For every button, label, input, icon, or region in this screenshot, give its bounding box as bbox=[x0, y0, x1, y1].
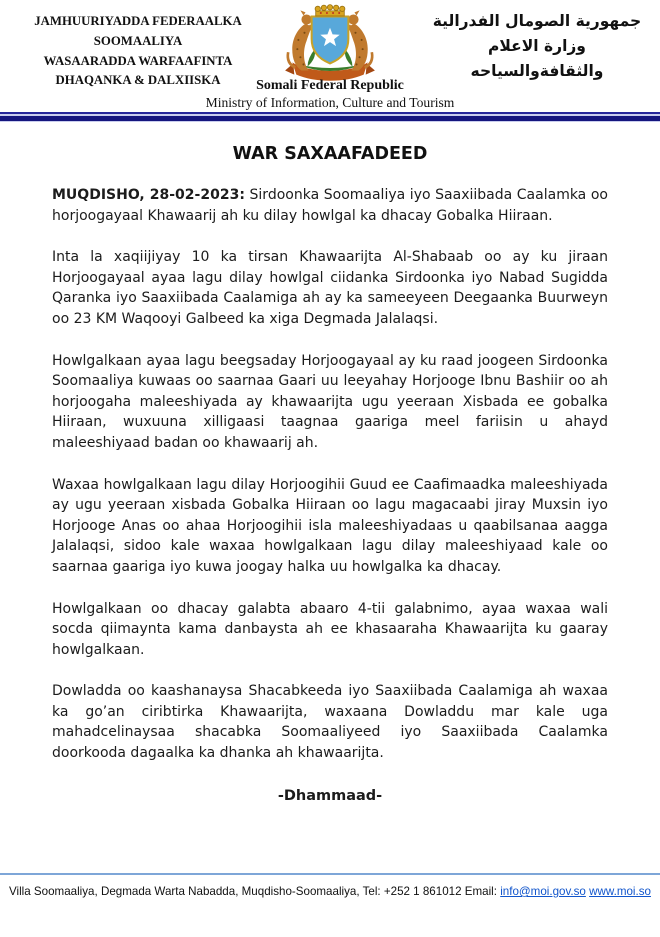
somalia-coat-of-arms-icon bbox=[279, 3, 381, 87]
closing-mark: -Dhammaad- bbox=[277, 787, 383, 804]
ministry-name-arabic-line: جمهورية الصومال الفدرالية bbox=[432, 12, 642, 30]
paragraph: Dowladda oo kaashanaysa Shacabkeeda iyo Saaxiibada Caalamiga ah waxaa ka go’an ciribtirka Khawaarijta, waxaana Dowladdu mar kale uga mahadcelinaysaa shacabka Soomaaliyeed iyo Saaxiibada Caalamka doorkooda dagaalka ka dhanka ah khawaarijta. bbox=[52, 683, 608, 762]
dateline: MUQDISHO, 28-02-2023: bbox=[52, 187, 245, 203]
ministry-name-somali-line: DHAQANKA & DALXIISKA bbox=[55, 73, 221, 88]
paragraph: Waxaa howlgalkaan lagu dilay Horjoogihii Guud ee Caafimaadka maleeshiyada ay ugu yeeraan xisbada Gobalka Hiiraan oo lagu magacaabi jiray Muxsin iyo Horjooge Anas oo ahaa Horjoogihii isla maleeshiyadaas u qaabilsanaa aagga Jalalaqsi, sidoo kale waxaa howlgalkaan lagu dilay maleeshiyaad kale oo saarnaa gaariga iyo kuwa joogay halka uu howlgalka ka dhacay. bbox=[52, 476, 608, 575]
footer-contact-line bbox=[0, 885, 660, 898]
ministry-name-arabic-line: وزارة الاعلام bbox=[488, 36, 586, 55]
ministry-name-somali-line: WASAARADDA WARFAAFINTA bbox=[43, 53, 233, 68]
paragraph: Howlgalkaan ayaa lagu beegsaday Horjoogayaal ay ku raad joogeen Sirdoonka Soomaaliya kuwaas oo saarnaa Gaari uu leeyahay Horjooge Ibnu Bashiir oo ah horjoogaha maleeshiyada ay khawaarijta ugu yeeraan Xisbada ee gobalka Hiiraan, wuxuuna xilligaasi taagnaa gaariga meel fariisin u ahayd maleeshiyaad badan oo khawaarij ah. bbox=[52, 352, 608, 451]
footer-address-text: Villa Soomaaliya, Degmada Warta Nabadda, Muqdisho-Soomaaliya, Tel: +252 1 861012 Email: bbox=[9, 885, 497, 898]
document-title: WAR SAXAAFADEED bbox=[232, 144, 428, 164]
republic-caption-en: Somali Federal Republic bbox=[256, 78, 404, 93]
paragraph: Howlgalkaan oo dhacay galabta abaaro 4-tii galabnimo, ayaa waxaa wali socda qiimaynta kama danbaysta ah ee khasaaraha Khawaarijta ku gaaray howlgalkaan. bbox=[52, 600, 608, 658]
footer-divider-rule bbox=[0, 873, 660, 875]
letterhead-footer bbox=[0, 873, 660, 898]
email-link[interactable]: info@moi.gov.so bbox=[500, 885, 586, 898]
paragraph-text: Sirdoonka Soomaaliya iyo Saaxiibada Caalamka oo horjoogayaal Khawaarij ah ku dilay howlgal ka dhacay Gobalka Hiiraan. bbox=[52, 187, 608, 224]
letterhead bbox=[0, 0, 660, 112]
press-release-body bbox=[0, 144, 660, 804]
paragraph: Inta la xaqiijiyay 10 ka tirsan Khawaarijta Al-Shabaab oo ay ku jiraan Horjoogayaal ayaa lagu dilay howlgal ciidanka Sirdoonka iyo Nabad Sugidda Qaranka iyo Saaxiibada Caalamiga ah ay ka sameeyeen Deegaanka Buurweyn oo 23 KM Waqooyi Galbeed ka xiga Degmada Jalalaqsi. bbox=[52, 249, 608, 327]
ministry-name-somali-line: JAMHUURIYADDA FEDERAALKA bbox=[34, 14, 242, 28]
ministry-name-arabic bbox=[428, 9, 646, 83]
ministry-name-arabic-line: والثقافةوالسياحه bbox=[470, 61, 604, 80]
header-divider-rule bbox=[0, 112, 660, 122]
website-link[interactable]: www.moi.so bbox=[589, 885, 651, 898]
ministry-name-somali-line: SOOMAALIYA bbox=[93, 33, 183, 48]
ministry-caption-en: Ministry of Information, Culture and Tourism bbox=[205, 94, 455, 110]
paragraph-dateline bbox=[52, 185, 608, 226]
